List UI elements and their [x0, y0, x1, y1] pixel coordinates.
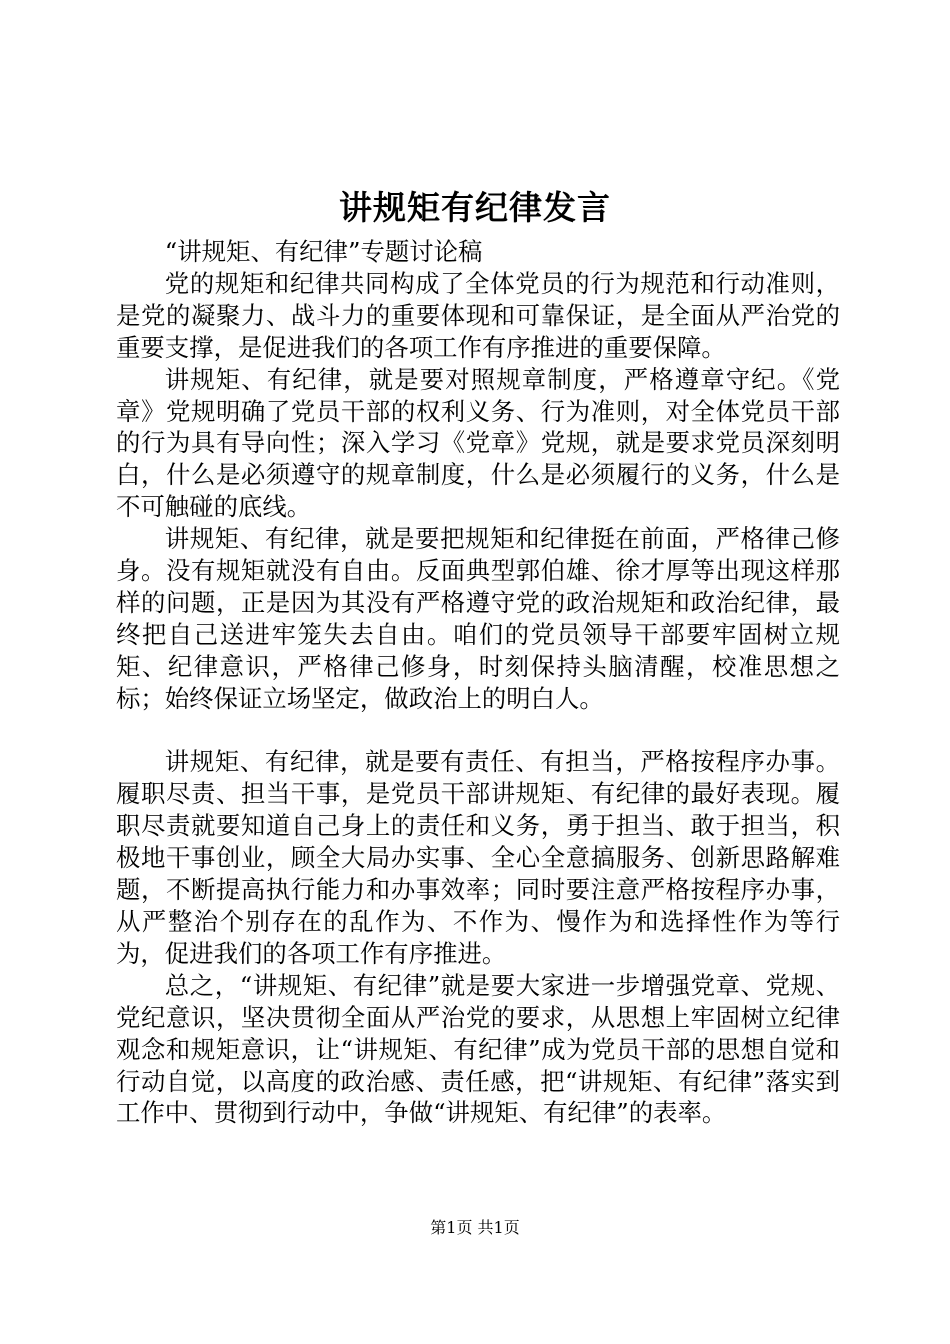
paragraph-4: 讲规矩、有纪律，就是要有责任、有担当，严格按程序办事。履职尽责、担当干事，是党员干部讲规矩、有纪律的最好表现。履职尽责就要知道自己身上的责任和义务，勇于担当、敢于担当，积极地干事创业，顾全大局办实事、全心全意搞服务、创新思路解难题，不断提高执行能力和办事效率；同时要注意严格按程序办事，从严整治个别存在的乱作为、不作为、慢作为和选择性作为等行为，促进我们的各项工作有序推进。	[116, 747, 840, 968]
paragraph-5: 总之，“讲规矩、有纪律”就是要大家进一步增强党章、党规、党纪意识，坚决贯彻全面从严治党的要求，从思想上牢固树立纪律观念和规矩意识，让“讲规矩、有纪律”成为党员干部的思想自觉和行动自觉，以高度的政治感、责任感，把“讲规矩、有纪律”落实到工作中、贯彻到行动中，争做“讲规矩、有纪律”的表率。	[116, 970, 840, 1128]
page-footer: 第1页 共1页	[430, 1218, 520, 1237]
subtitle-line: “讲规矩、有纪律”专题讨论稿	[164, 237, 483, 266]
document-body	[116, 236, 840, 1129]
paragraph-3: 讲规矩、有纪律，就是要把规矩和纪律挺在前面，严格律己修身。没有规矩就没有自由。反面典型郭伯雄、徐才厚等出现这样那样的问题，正是因为其没有严格遵守党的政治规矩和政治纪律，最终把自己送进牢笼失去自由。咱们的党员领导干部要牢固树立规矩、纪律意识，严格律己修身，时刻保持头脑清醒，校准思想之标；始终保证立场坚定，做政治上的明白人。	[116, 524, 840, 713]
paragraph-2: 讲规矩、有纪律，就是要对照规章制度，严格遵章守纪。《党章》党规明确了党员干部的权利义务、行为准则，对全体党员干部的行为具有导向性；深入学习《党章》党规，就是要求党员深刻明白，什么是必须遵守的规章制度，什么是必须履行的义务，什么是不可触碰的底线。	[116, 364, 840, 522]
document-title: 讲规矩有纪律发言	[339, 188, 611, 227]
paragraph-1: 党的规矩和纪律共同构成了全体党员的行为规范和行动准则，是党的凝聚力、战斗力的重要体现和可靠保证，是全面从严治党的重要支撑，是促进我们的各项工作有序推进的重要保障。	[116, 268, 840, 362]
